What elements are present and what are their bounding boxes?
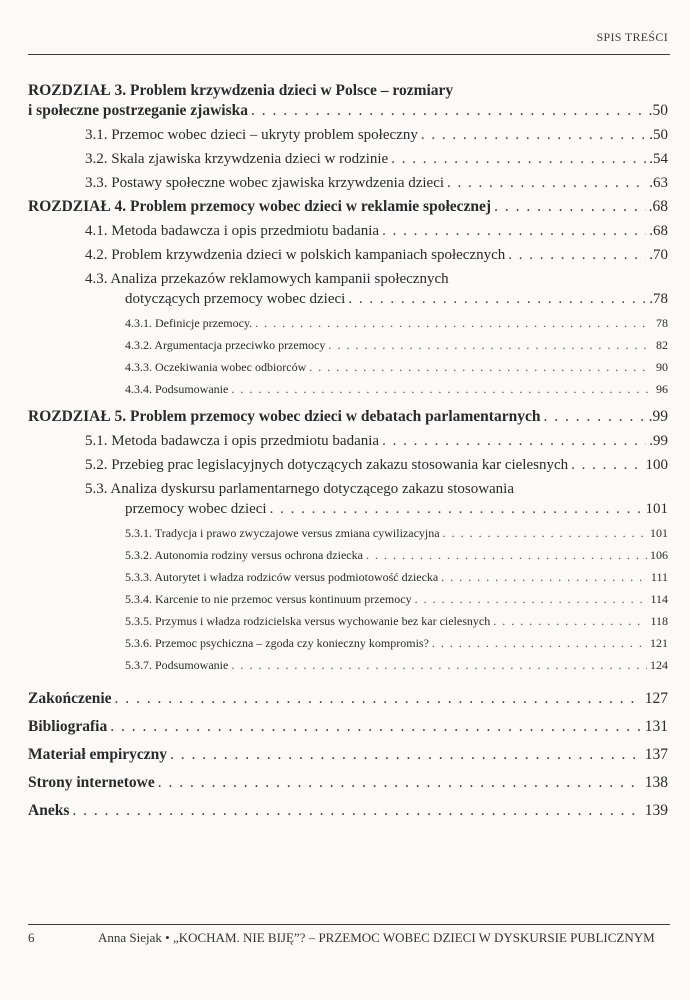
leader-dots: [115, 690, 642, 708]
section-title: 3.3. Postawy społeczne wobec zjawiska krzywdzenia dzieci: [85, 175, 445, 191]
toc-section[interactable]: [28, 150, 668, 174]
table-of-contents: [28, 82, 668, 830]
header-rule: [28, 54, 670, 55]
page-number: 111: [650, 570, 668, 584]
chapter-title: ROZDZIAŁ 4. Problem przemocy wobec dzieci w reklamie społecznej: [28, 198, 492, 215]
leader-dots: [231, 656, 647, 674]
page-number: 82: [656, 338, 668, 352]
leader-dots: [432, 634, 647, 652]
running-head: SPIS TREŚCI: [596, 30, 668, 44]
page-number: .70: [649, 247, 668, 263]
page-number: 138: [644, 774, 668, 791]
toc-chapter-3-line1: [28, 82, 668, 102]
subsection-title: 5.3.4. Karcenie to nie przemoc versus kontinuum przemocy: [125, 592, 412, 606]
section-title: 4.2. Problem krzywdzenia dzieci w polskich kampaniach społecznych: [85, 247, 506, 263]
back-matter-title: Strony internetowe: [28, 774, 155, 791]
leader-dots: [443, 524, 647, 542]
section-title: 5.1. Metoda badawcza i opis przedmiotu badania: [85, 433, 380, 449]
toc-back-matter[interactable]: [28, 746, 668, 774]
page-number: .50: [649, 127, 668, 143]
page-number: 90: [656, 360, 668, 374]
subsection-title: 4.3.3. Oczekiwania wobec odbiorców: [125, 360, 307, 374]
subsection-title: 5.3.3. Autorytet i władza rodziców versus podmiotowość dziecka: [125, 570, 439, 584]
leader-dots: [447, 174, 646, 192]
toc-chapter-4[interactable]: [28, 198, 668, 222]
page-number: 96: [656, 382, 668, 396]
leader-dots: [366, 546, 647, 564]
subsection-title: 5.3.1. Tradycja i prawo zwyczajowe versus zmiana cywilizacyjna: [125, 526, 440, 540]
toc-back-matter[interactable]: [28, 690, 668, 718]
page-number: 101: [645, 501, 668, 517]
page-number: 114: [650, 592, 668, 606]
toc-subsection[interactable]: [28, 634, 668, 656]
toc-section[interactable]: [28, 432, 668, 456]
leader-dots: [382, 222, 646, 240]
leader-dots: [441, 568, 648, 586]
leader-dots: [270, 500, 643, 518]
leader-dots: [543, 408, 645, 426]
page-number: 78: [656, 316, 668, 330]
page-number: .68: [648, 198, 668, 215]
leader-dots: [415, 590, 648, 608]
chapter-title: ROZDZIAŁ 5. Problem przemocy wobec dzieci w debatach parlamentarnych: [28, 408, 541, 425]
toc-back-matter[interactable]: [28, 718, 668, 746]
section-title-cont: dotyczących przemocy wobec dzieci: [125, 291, 346, 307]
toc-section-line1: [28, 480, 668, 500]
leader-dots: [309, 358, 651, 376]
page-number: .99: [648, 408, 668, 425]
page-number: 121: [650, 636, 668, 650]
leader-dots: [158, 774, 642, 792]
toc-section[interactable]: [28, 222, 668, 246]
page-number: 127: [644, 690, 668, 707]
toc-subsection[interactable]: [28, 590, 668, 612]
leader-dots: [72, 802, 641, 820]
toc-subsection[interactable]: [28, 612, 668, 634]
subsection-title: 5.3.7. Podsumowanie: [125, 658, 229, 672]
page-number: 118: [650, 614, 668, 628]
toc-subsection[interactable]: [28, 546, 668, 568]
section-title: 3.1. Przemoc wobec dzieci – ukryty problem społeczny: [85, 127, 418, 143]
chapter-title: ROZDZIAŁ 3. Problem krzywdzenia dzieci w Polsce – rozmiary: [28, 82, 454, 99]
leader-dots: [494, 198, 646, 216]
leader-dots: [328, 336, 651, 354]
back-matter-title: Zakończenie: [28, 690, 112, 707]
section-title: 3.2. Skala zjawiska krzywdzenia dzieci w rodzinie: [85, 151, 389, 167]
toc-section[interactable]: [28, 246, 668, 270]
toc-section[interactable]: [28, 456, 668, 480]
chapter-title-cont: i społeczne postrzeganie zjawiska: [28, 102, 248, 119]
leader-dots: [508, 246, 646, 264]
leader-dots: [391, 150, 646, 168]
toc-subsection[interactable]: [28, 380, 668, 402]
section-title: 5.3. Analiza dyskursu parlamentarnego dotyczącego zakazu stosowania: [85, 481, 515, 497]
page-number: 137: [644, 746, 668, 763]
toc-chapter-5[interactable]: [28, 408, 668, 432]
page-number: 106: [650, 548, 668, 562]
leader-dots: [348, 290, 646, 308]
leader-dots: [231, 380, 651, 398]
toc-subsection[interactable]: [28, 358, 668, 380]
subsection-title: 4.3.4. Podsumowanie: [125, 382, 229, 396]
toc-section[interactable]: [28, 126, 668, 150]
leader-dots: [255, 314, 651, 332]
leader-dots: [571, 456, 642, 474]
subsection-title: 5.3.5. Przymus i władza rodzicielska versus wychowanie bez kar cielesnych: [125, 614, 491, 628]
toc-section[interactable]: [28, 174, 668, 198]
toc-section[interactable]: [28, 290, 668, 314]
leader-dots: [493, 612, 647, 630]
folio-page-number: 6: [28, 930, 35, 945]
page-number: 124: [650, 658, 668, 672]
subsection-title: 4.3.2. Argumentacja przeciwko przemocy: [125, 338, 326, 352]
footer-rule: [28, 924, 670, 925]
page-number: .63: [649, 175, 668, 191]
toc-subsection[interactable]: [28, 336, 668, 358]
page-number: 101: [650, 526, 668, 540]
leader-dots: [251, 102, 646, 120]
page-number: .54: [649, 151, 668, 167]
leader-dots: [170, 746, 642, 764]
back-matter-title: Aneks: [28, 802, 70, 819]
page-number: 139: [644, 802, 668, 819]
page-number: .50: [648, 102, 668, 119]
page-number: .99: [649, 433, 668, 449]
book-title-line: Anna Siejak • „KOCHAM. NIE BIJĘ”? – PRZEMOC WOBEC DZIECI W DYSKURSIE PUBLICZNYM: [98, 930, 655, 945]
section-title: 4.1. Metoda badawcza i opis przedmiotu badania: [85, 223, 380, 239]
subsection-title: 5.3.2. Autonomia rodziny versus ochrona dziecka: [125, 548, 363, 562]
toc-back-matter[interactable]: [28, 802, 668, 830]
section-title: 5.2. Przebieg prac legislacyjnych dotyczących zakazu stosowania kar cielesnych: [85, 457, 569, 473]
subsection-title: 4.3.1. Definicje przemocy.: [125, 316, 253, 330]
toc-subsection[interactable]: [28, 568, 668, 590]
page-number: 100: [645, 457, 668, 473]
page-number: 131: [644, 718, 668, 735]
leader-dots: [382, 432, 646, 450]
toc-subsection[interactable]: [28, 314, 668, 336]
leader-dots: [110, 718, 642, 736]
section-title: 4.3. Analiza przekazów reklamowych kampanii społecznych: [85, 271, 449, 287]
toc-back-matter[interactable]: [28, 774, 668, 802]
toc-chapter-3[interactable]: [28, 102, 668, 126]
page-number: .68: [649, 223, 668, 239]
back-matter-title: Materiał empiryczny: [28, 746, 168, 763]
toc-section-line1: [28, 270, 668, 290]
back-matter-title: Bibliografia: [28, 718, 108, 735]
toc-subsection[interactable]: [28, 524, 668, 546]
leader-dots: [421, 126, 646, 144]
toc-subsection[interactable]: [28, 656, 668, 678]
page-footer: [28, 930, 670, 946]
section-title-cont: przemocy wobec dzieci: [125, 501, 267, 517]
subsection-title: 5.3.6. Przemoc psychiczna – zgoda czy konieczny kompromis?: [125, 636, 429, 650]
toc-section[interactable]: [28, 500, 668, 524]
page-number: .78: [649, 291, 668, 307]
